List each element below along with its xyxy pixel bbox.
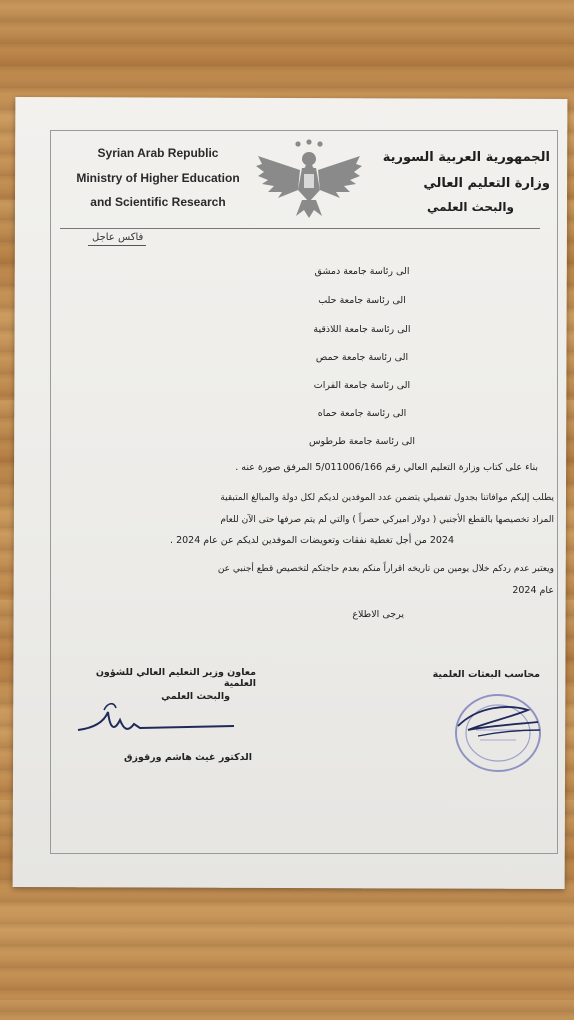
header-ar-country: الجمهورية العربية السورية	[382, 150, 550, 165]
body-line-reference: بناء على كتاب وزارة التعليم العالي رقم 5/011006/166 المرفق صورة عنه .	[235, 462, 538, 473]
body-line-currency: المراد تخصيصها بالقطع الأجنبي ( دولار اميركي حصراً ) والتي لم يتم صرفها حتى الآن للعام	[220, 515, 554, 525]
fax-underline	[88, 245, 146, 246]
signatory-name: الدكتور غيث هاشم ورقوزق	[124, 752, 252, 763]
recipient-tartus: الى رئاسة جامعة طرطوس	[308, 436, 416, 447]
recipient-damascus: الى رئاسة جامعة دمشق	[314, 266, 410, 277]
signature-right-icon	[448, 696, 548, 746]
recipient-euphrates: الى رئاسة جامعة الفرات	[313, 380, 411, 391]
body-line-request: يطلب إليكم موافاتنا بجدول تفصيلي يتضمن عدد الموفدين لديكم لكل دولة والمبالغ المتبقية	[220, 493, 554, 503]
recipient-aleppo: الى رئاسة جامعة حلب	[318, 295, 406, 306]
header-en-ministry: Ministry of Higher Education	[76, 171, 240, 185]
closing-note: يرجى الاطلاع	[352, 609, 404, 620]
body-line-year: عام 2024	[512, 585, 554, 596]
body-line-purpose: 2024 من أجل تغطية نفقات وتعويضات الموفدين لديكم عن عام 2024 .	[170, 535, 454, 546]
eagle-emblem-icon	[256, 138, 362, 220]
recipient-hama: الى رئاسة جامعة حماه	[317, 408, 407, 419]
header-en-research: and Scientific Research	[90, 195, 226, 209]
deputy-minister-title: معاون وزير التعليم العالي للشؤون العلمية	[95, 667, 256, 689]
header-ar-ministry: وزارة التعليم العالي	[423, 176, 550, 191]
header-en-country: Syrian Arab Republic	[97, 146, 219, 160]
header-ar-research: والبحث العلمي	[427, 200, 514, 214]
deputy-minister-title-2: والبحث العلمي	[161, 691, 230, 702]
signature-left-icon	[74, 698, 244, 748]
recipient-latakia: الى رئاسة جامعة اللاذقية	[313, 324, 411, 335]
header-divider	[60, 228, 540, 229]
accountant-title: محاسب البعثات العلمية	[432, 669, 540, 680]
body-line-deadline: ويعتبر عدم ردكم خلال يومين من تاريخه اقراراً منكم بعدم حاجتكم لتخصيص قطع أجنبي عن	[217, 564, 554, 574]
urgent-fax-label: فاكس عاجل	[92, 232, 144, 243]
recipient-homs: الى رئاسة جامعة حمص	[315, 352, 409, 363]
